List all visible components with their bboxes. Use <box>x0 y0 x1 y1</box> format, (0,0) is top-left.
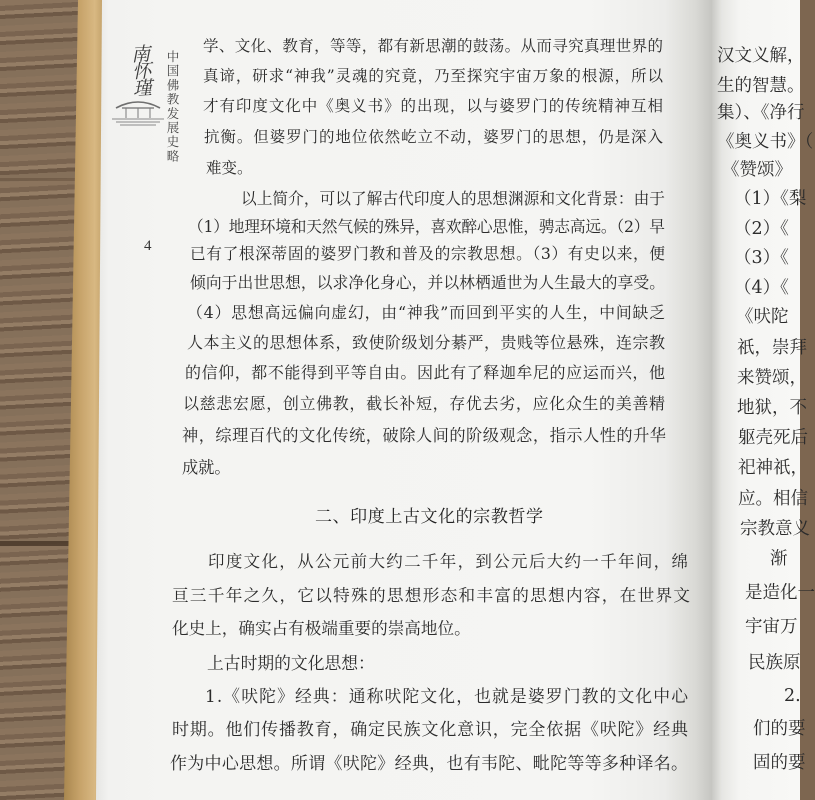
right-page-text-line: 祇，崇拜 <box>737 338 807 358</box>
text-line: 难变。 <box>206 159 253 177</box>
author-signature: 南怀瑾 <box>127 43 153 96</box>
right-page <box>712 0 815 800</box>
text-line: 时期。他们传播教育，确定民族文化意识，完全依据《吠陀》经典 <box>172 720 689 740</box>
right-page-text-line: 《奥义书》（ <box>717 132 814 152</box>
right-page-text-line: 祀神祇， <box>738 458 808 478</box>
text-line: （1）地理环境和天然气候的殊异，喜欢醉心思惟，骋志高远。（2）早 <box>188 217 665 236</box>
right-page-text-line: 宇宙万 <box>745 617 798 637</box>
text-line: 印度文化，从公元前大约二千年，到公元后大约一千年间，绵 <box>208 552 690 571</box>
text-line: 的信仰，都不能得到平等自由。因此有了释迦牟尼的应运而兴，他 <box>185 363 666 382</box>
text-line: 亘三千年之久，它以特殊的思想形态和丰富的思想内容，在世界文 <box>172 586 692 605</box>
text-line: 学、文化、教育，等等，都有新思潮的鼓荡。从而寻究真理世界的 <box>203 37 664 55</box>
text-line: 以慈悲宏愿，创立佛教，截长补短，存优去劣，应化众生的美善精 <box>183 394 666 413</box>
text-line: 真谛，研求“神我”灵魂的究竟，乃至探究宇宙万象的根源，所以 <box>203 67 664 85</box>
right-page-text-line: 躯壳死后 <box>738 428 808 448</box>
text-line: 成就。 <box>182 458 231 477</box>
series-title: 中国佛教发展史略 <box>165 50 180 164</box>
text-line: 上古时期的文化思想： <box>207 653 375 673</box>
right-page-text-line: 《赞颂》 <box>722 160 792 180</box>
text-line: 才有印度文化中《奥义书》的出现，以与婆罗门的传统精神互相 <box>203 97 664 115</box>
right-page-text-line: 地狱，不 <box>737 398 807 418</box>
right-page-text-line: 2. <box>784 686 801 706</box>
right-page-text-line: 应。相信 <box>738 489 808 509</box>
right-page-text-line: 固的要 <box>753 753 806 773</box>
page-number: 4 <box>144 238 152 254</box>
right-page-text-line: 来赞颂， <box>737 368 807 388</box>
text-line: 已有了根深蒂固的婆罗门教和普及的宗教思想。（3）有史以来，便 <box>190 244 666 263</box>
text-line: 神，综理百代的文化传统，破除人间的阶级观念，指示人性的升华 <box>182 426 667 445</box>
right-page-text-line: （1）《梨 <box>734 189 807 209</box>
text-line: 作为中心思想。所谓《吠陀》经典，也有韦陀、毗陀等等多种译名。 <box>170 754 689 774</box>
right-page-text-line: 渐 <box>770 549 788 569</box>
right-page-text-line: （4）《 <box>734 278 789 298</box>
right-page-text-line: （2）《 <box>734 219 789 239</box>
right-page-text-line: 集）、《净行 <box>717 103 805 123</box>
right-page-text-line: 《吠陀 <box>736 307 789 327</box>
pavilion-icon <box>110 94 166 128</box>
text-line: 1.《吠陀》经典：通称吠陀文化，也就是婆罗门教的文化中心 <box>205 686 690 706</box>
section-heading: 二、印度上古文化的宗教哲学 <box>315 507 544 527</box>
right-page-text-line: 生的智慧。 <box>717 76 805 96</box>
right-page-text-line: 们的要 <box>753 719 806 739</box>
text-line: 抗衡。但婆罗门的地位依然屹立不动，婆罗门的思想，仍是深入 <box>204 128 664 146</box>
text-line: 倾向于出世思想，以求净化身心，并以林栖遁世为人生最大的享受。 <box>190 273 666 292</box>
right-page-text-line: 是造化一 <box>745 583 815 603</box>
text-line: 以上简介，可以了解古代印度人的思想渊源和文化背景：由于 <box>241 189 666 208</box>
text-line: 化史上，确实占有极端重要的崇高地位。 <box>172 619 471 638</box>
right-page-text-line: 民族原 <box>748 653 801 673</box>
right-page-text-line: （3）《 <box>734 248 789 268</box>
right-page-text-line: 宗教意义 <box>740 519 810 539</box>
text-line: （4）思想高远偏向虚幻，由“神我”而回到平实的人生，中间缺乏 <box>187 303 666 322</box>
right-page-text-line: 汉文义解， <box>717 46 805 66</box>
text-line: 人本主义的思想体系，致使阶级划分綦严，贵贱等位悬殊，连宗教 <box>187 333 666 352</box>
